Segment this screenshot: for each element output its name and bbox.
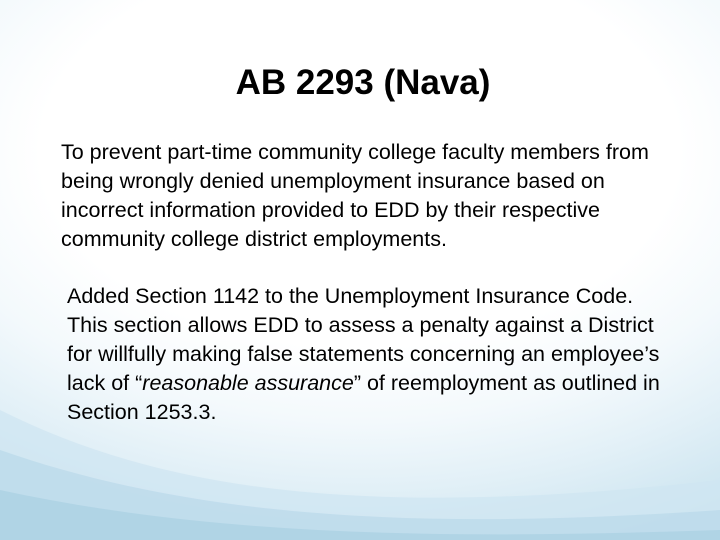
slide-title: AB 2293 (Nava) [235, 63, 491, 102]
paragraph-text-part-b: ” of reemployment as outlined in Section 1253.3. [67, 371, 660, 424]
paragraph-text-part-a: Added Section 1142 to the Unemployment Insurance Code. This section allows EDD to assess a penalty against a District for willfully making false statements concerning an employee’s lack of “ [67, 284, 660, 395]
emphasized-term: reasonable assurance [142, 371, 354, 395]
body-paragraph-section-1142 [67, 282, 667, 427]
body-paragraph-purpose: To prevent part-time community college faculty members from being wrongly denied unemployment insurance based on incorrect information provided to EDD by their respective community college district employments. [61, 140, 649, 251]
